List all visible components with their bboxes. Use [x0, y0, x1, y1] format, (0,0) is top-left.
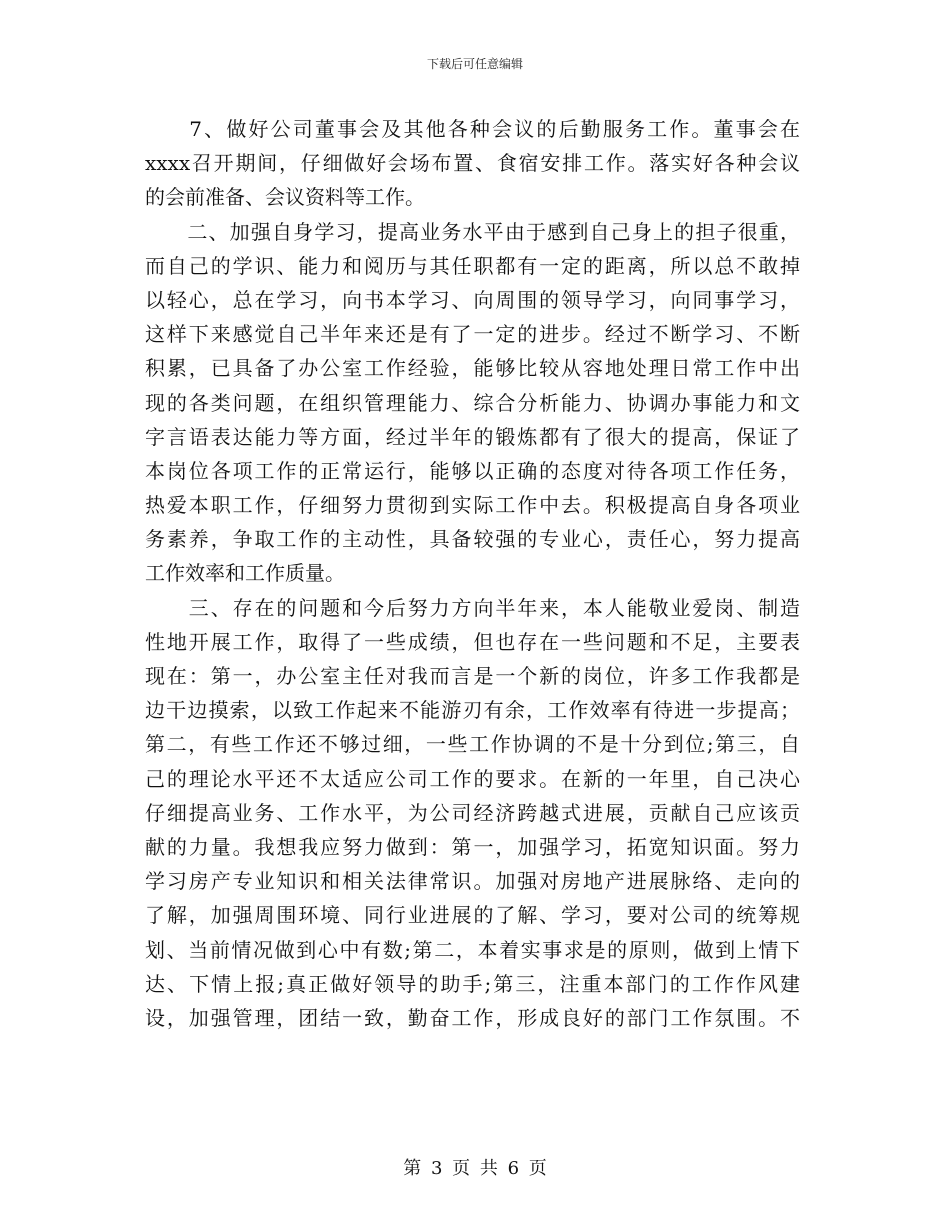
text-line: 了解，加强周围环境、同行业进展的了解、学习，要对公司的统筹规 — [145, 903, 800, 928]
text-line: 达、下情上报;真正做好领导的助手;第三，注重本部门的工作作风建 — [145, 971, 800, 996]
text-line: 划、当前情况做到心中有数;第二，本着实事求是的原则，做到上情下 — [145, 937, 800, 962]
text-line: 献的力量。我想我应努力做到：第一，加强学习，拓宽知识面。努力 — [145, 834, 800, 859]
text-line: 积累，已具备了办公室工作经验，能够比较从容地处理日常工作中出 — [145, 356, 800, 381]
text-line: 己的理论水平还不太适应公司工作的要求。在新的一年里，自己决心 — [145, 766, 800, 791]
text-line: 7、做好公司董事会及其他各种会议的后勤服务工作。董事会在 — [145, 117, 800, 141]
text-line: 现的各类问题，在组织管理能力、综合分析能力、协调办事能力和文 — [145, 390, 800, 415]
text-line: 现在：第一，办公室主任对我而言是一个新的岗位，许多工作我都是 — [145, 664, 800, 688]
text-line: 性地开展工作，取得了一些成绩，但也存在一些问题和不足，主要表 — [145, 629, 800, 654]
text-line: 工作效率和工作质量。 — [145, 561, 345, 586]
text-line: 第二，有些工作还不够过细，一些工作协调的不是十分到位;第三，自 — [145, 732, 800, 757]
text-line: 而自己的学识、能力和阅历与其任职都有一定的距离，所以总不敢掉 — [145, 253, 800, 278]
text-line: 学习房产专业知识和相关法律常识。加强对房地产进展脉络、走向的 — [145, 869, 800, 894]
text-line: 这样下来感觉自己半年来还是有了一定的进步。经过不断学习、不断 — [145, 322, 800, 347]
page-header: 下载后可任意编辑 — [426, 57, 523, 71]
text-line: 设，加强管理，团结一致，勤奋工作，形成良好的部门工作氛围。不 — [145, 1005, 800, 1030]
text-line: 务素养，争取工作的主动性，具备较强的专业心，责任心，努力提高 — [145, 527, 800, 552]
text-line: 三、存在的问题和今后努力方向半年来，本人能敬业爱岗、制造 — [145, 595, 800, 620]
text-line: 本岗位各项工作的正常运行，能够以正确的态度对待各项工作任务， — [145, 458, 800, 483]
text-line: 二、加强自身学习，提高业务水平由于感到自己身上的担子很重， — [145, 219, 800, 244]
document-body — [145, 112, 800, 1035]
text-line: 仔细提高业务、工作水平，为公司经济跨越式进展，贡献自己应该贡 — [145, 800, 800, 825]
text-line: 边干边摸索，以致工作起来不能游刃有余，工作效率有待进一步提高； — [145, 698, 800, 723]
page-number: 第 3 页 共 6 页 — [403, 1158, 547, 1179]
text-line: 热爱本职工作，仔细努力贯彻到实际工作中去。积极提高自身各项业 — [145, 493, 800, 518]
text-line: xxxx召开期间，仔细做好会场布置、食宿安排工作。落实好各种会议 — [145, 151, 800, 176]
text-line: 以轻心，总在学习，向书本学习、向周围的领导学习，向同事学习， — [145, 287, 800, 312]
text-line: 字言语表达能力等方面，经过半年的锻炼都有了很大的提高，保证了 — [145, 424, 800, 449]
text-line: 的会前准备、会议资料等工作。 — [145, 185, 425, 210]
